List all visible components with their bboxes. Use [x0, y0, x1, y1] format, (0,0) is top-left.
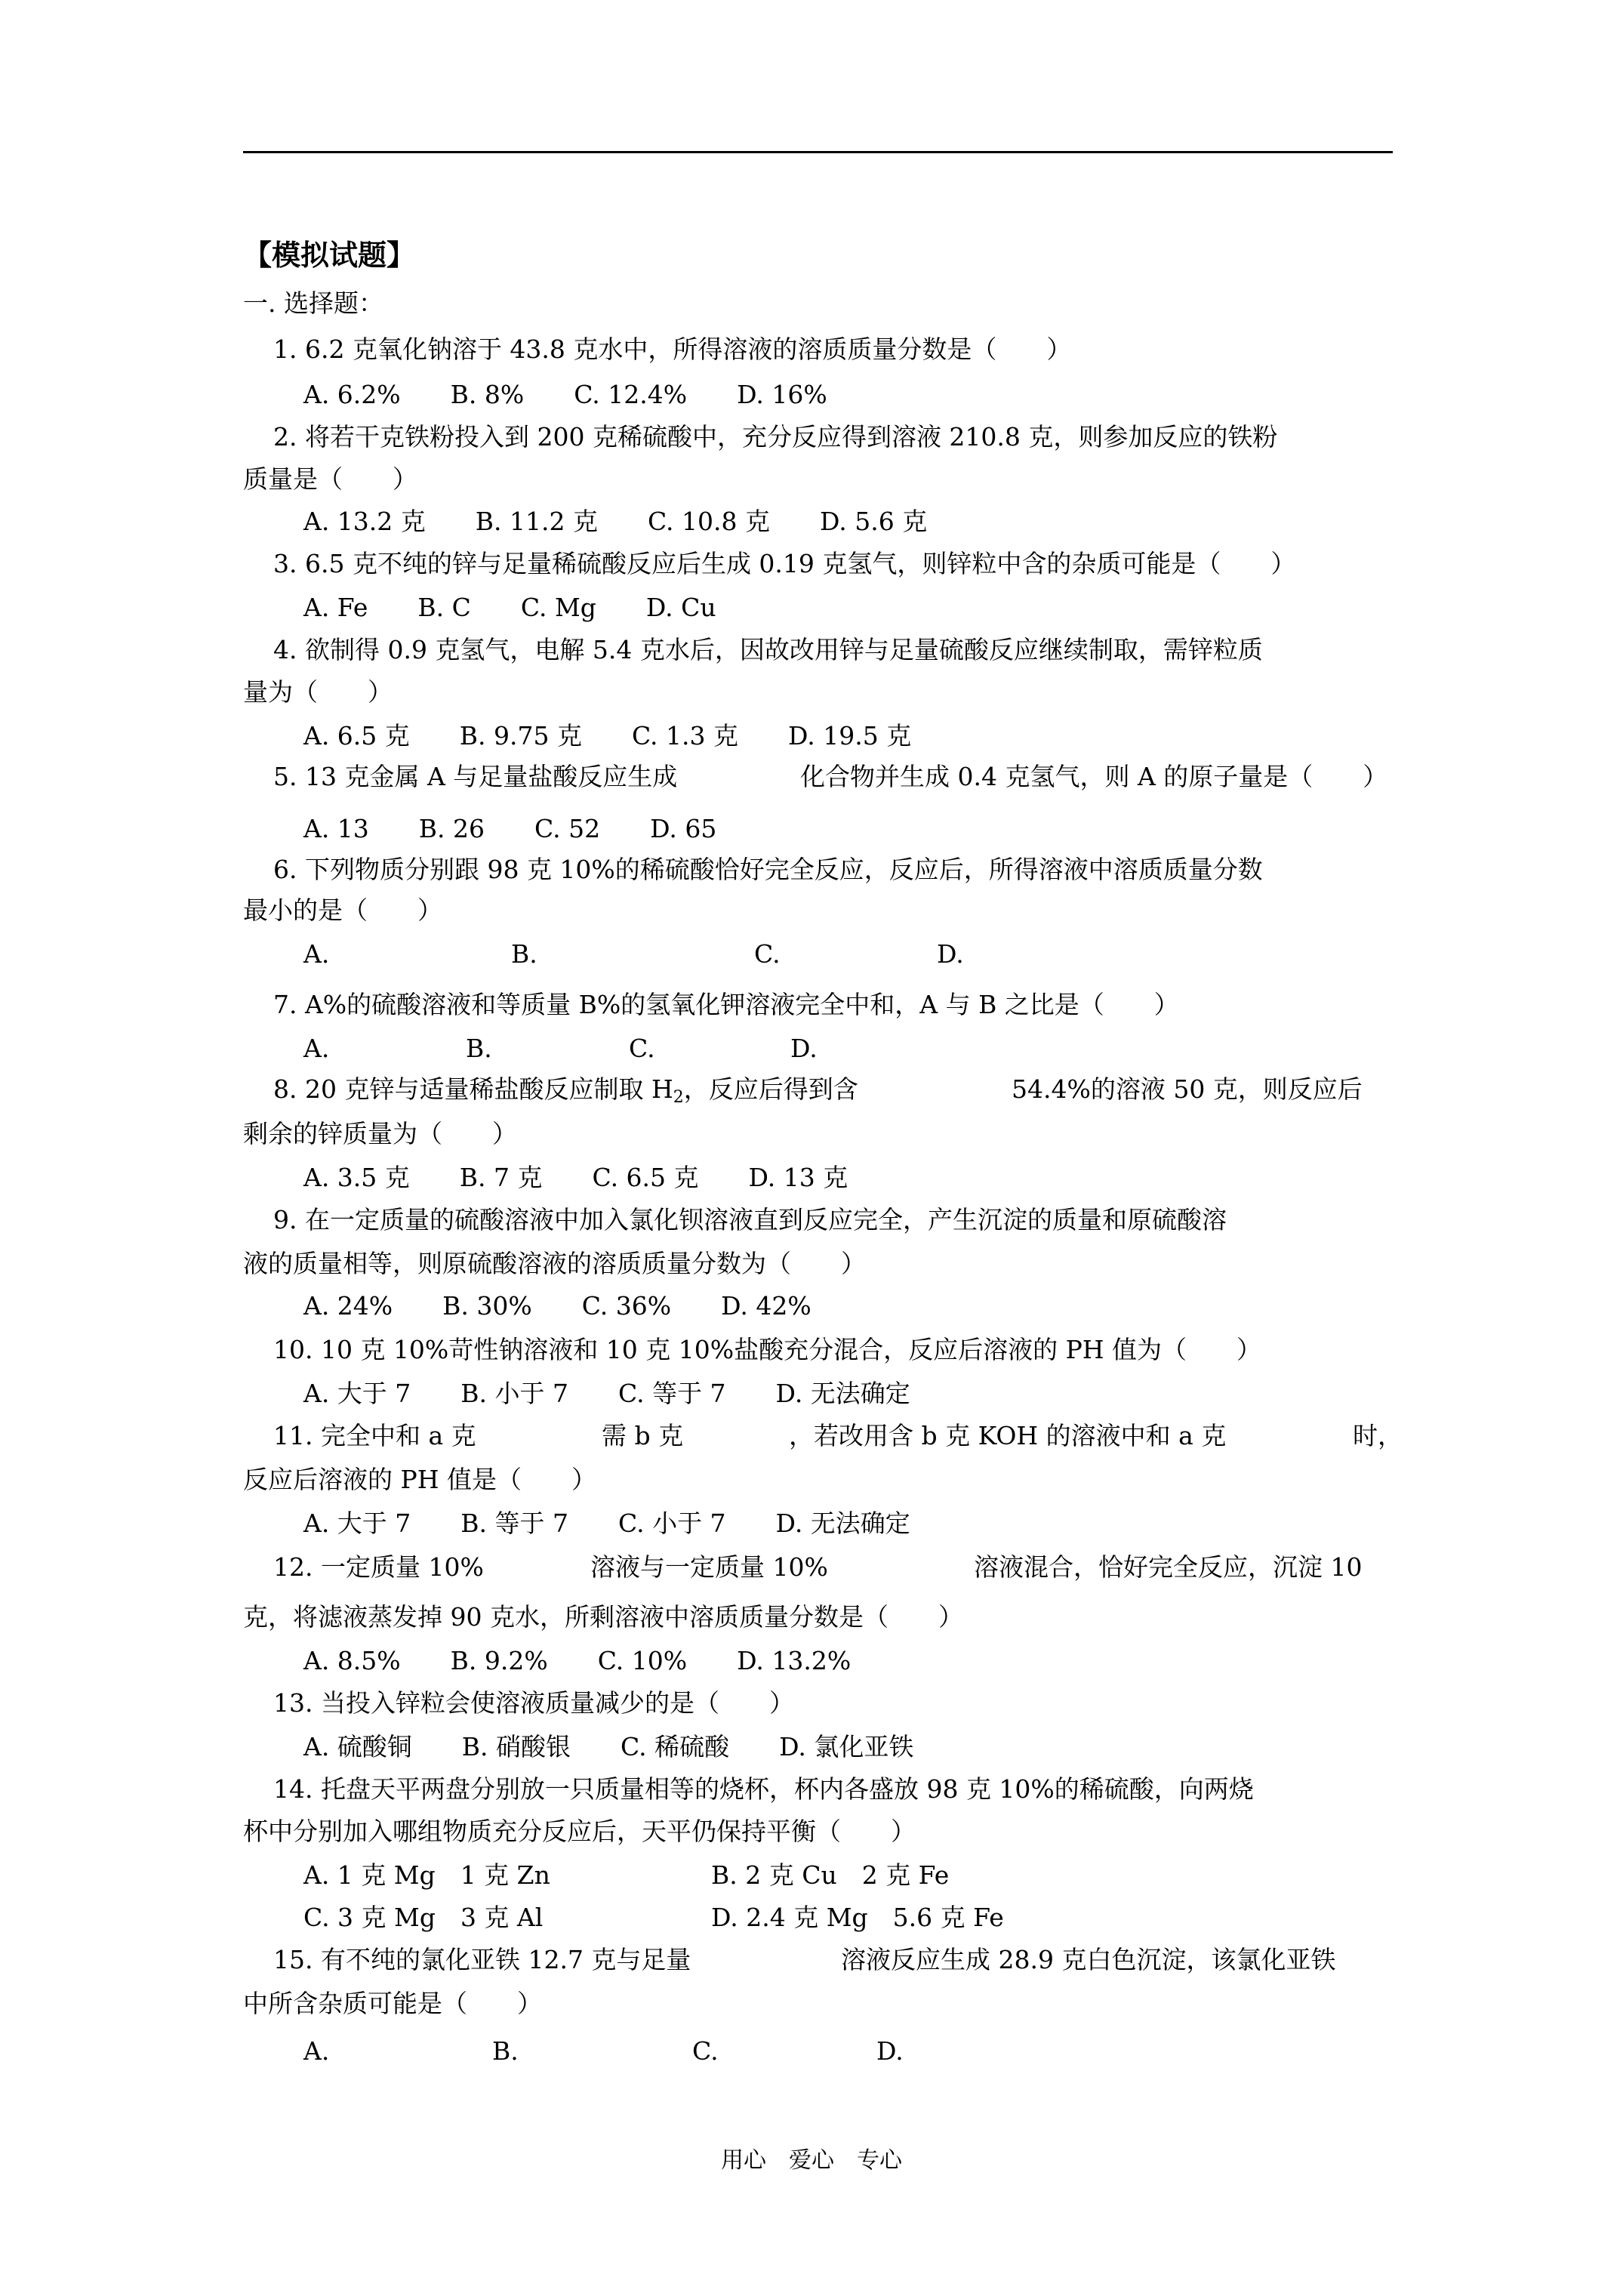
question-14-option-d: D. 2.4 克 Mg 5.6 克 Fe	[711, 1903, 1004, 1932]
question-11-options: A. 大于 7 B. 等于 7 C. 小于 7 D. 无法确定	[303, 1509, 910, 1538]
question-12-options: A. 8.5% B. 9.2% C. 10% D. 13.2%	[303, 1646, 852, 1675]
question-12-stem-part-a: 12. 一定质量 10%	[273, 1552, 484, 1582]
question-1-options: A. 6.2% B. 8% C. 12.4% D. 16%	[303, 380, 827, 409]
question-15-stem-part-b: 溶液反应生成 28.9 克白色沉淀，该氯化亚铁	[841, 1945, 1336, 1974]
question-2-stem: 2. 将若干克铁粉投入到 200 克稀硫酸中，充分反应得到溶液 210.8 克，则参加反应的铁粉	[273, 422, 1278, 451]
question-7-stem: 7. A%的硫酸溶液和等质量 B%的氢氧化钾溶液完全中和，A 与 B 之比是（ ）	[273, 990, 1179, 1019]
question-8-stem-text-b: ，反应后得到含	[683, 1074, 858, 1104]
question-14-stem: 14. 托盘天平两盘分别放一只质量相等的烧杯，杯内各盛放 98 克 10%的稀硫酸，向两烧	[273, 1774, 1254, 1804]
question-7-option-a: A.	[303, 1034, 330, 1063]
part-heading: 一. 选择题：	[243, 288, 383, 318]
question-14-stem-cont: 杯中分别加入哪组物质充分反应后，天平仍保持平衡（ ）	[243, 1817, 916, 1846]
question-9-options: A. 24% B. 30% C. 36% D. 42%	[303, 1291, 812, 1321]
question-11-stem-part-b: 需 b 克	[602, 1421, 684, 1450]
header-rule	[243, 151, 1393, 153]
question-11-stem-part-a: 11. 完全中和 a 克	[273, 1421, 476, 1450]
question-15-option-d: D.	[876, 2036, 904, 2066]
question-11-stem-part-c: ，若改用含 b 克 KOH 的溶液中和 a 克	[789, 1421, 1227, 1450]
question-6-option-b: B.	[511, 939, 537, 969]
question-12-stem-part-b: 溶液与一定质量 10%	[590, 1552, 828, 1582]
question-7-option-b: B.	[466, 1034, 492, 1063]
question-15-stem-part-a: 15. 有不纯的氯化亚铁 12.7 克与足量	[273, 1945, 691, 1974]
page-footer: 用心 爱心 专心	[721, 2147, 902, 2174]
question-4-stem-cont: 量为（ ）	[243, 677, 393, 707]
question-15-option-c: C.	[692, 2036, 719, 2066]
question-1-stem: 1. 6.2 克氧化钠溶于 43.8 克水中，所得溶液的溶质质量分数是（ ）	[273, 334, 1072, 364]
question-5-options: A. 13 B. 26 C. 52 D. 65	[303, 814, 717, 843]
question-6-stem: 6. 下列物质分别跟 98 克 10%的稀硫酸恰好完全反应，反应后，所得溶液中溶质质量分数	[273, 855, 1263, 884]
question-5-stem-part-b: 化合物并生成 0.4 克氢气，则 A 的原子量是（ ）	[800, 762, 1388, 791]
question-4-options: A. 6.5 克 B. 9.75 克 C. 1.3 克 D. 19.5 克	[303, 721, 912, 750]
question-10-options: A. 大于 7 B. 小于 7 C. 等于 7 D. 无法确定	[303, 1379, 910, 1408]
question-8-stem-part-c: 54.4%的溶液 50 克，则反应后	[1012, 1074, 1363, 1104]
question-2-stem-cont: 质量是（ ）	[243, 464, 417, 494]
question-14-option-a: A. 1 克 Mg 1 克 Zn	[303, 1860, 550, 1890]
question-6-stem-cont: 最小的是（ ）	[243, 895, 442, 925]
question-13-stem: 13. 当投入锌粒会使溶液质量减少的是（ ）	[273, 1688, 794, 1718]
question-12-stem-part-c: 溶液混合，恰好完全反应，沉淀 10	[974, 1552, 1363, 1582]
question-15-stem-cont: 中所含杂质可能是（ ）	[243, 1989, 542, 2018]
question-3-options: A. Fe B. C C. Mg D. Cu	[303, 593, 716, 622]
subscript-2: 2	[673, 1088, 684, 1107]
question-11-stem-cont: 反应后溶液的 PH 值是（ ）	[243, 1465, 596, 1494]
question-6-option-c: C.	[754, 939, 781, 969]
question-9-stem-cont: 液的质量相等，则原硫酸溶液的溶质质量分数为（ ）	[243, 1249, 866, 1278]
question-10-stem: 10. 10 克 10%苛性钠溶液和 10 克 10%盐酸充分混合，反应后溶液的 PH 值为（ ）	[273, 1335, 1262, 1364]
question-5-stem-part-a: 5. 13 克金属 A 与足量盐酸反应生成	[273, 762, 678, 791]
section-title: 【模拟试题】	[243, 238, 416, 272]
question-15-option-a: A.	[303, 2036, 330, 2066]
question-6-option-d: D.	[937, 939, 964, 969]
question-8-options: A. 3.5 克 B. 7 克 C. 6.5 克 D. 13 克	[303, 1163, 848, 1192]
question-7-option-c: C.	[629, 1034, 655, 1063]
question-9-stem: 9. 在一定质量的硫酸溶液中加入氯化钡溶液直到反应完全，产生沉淀的质量和原硫酸溶	[273, 1205, 1227, 1234]
question-14-option-c: C. 3 克 Mg 3 克 Al	[303, 1903, 544, 1932]
question-4-stem: 4. 欲制得 0.9 克氢气，电解 5.4 克水后，因故改用锌与足量硫酸反应继续制取，需锌粒质	[273, 635, 1263, 664]
question-14-option-b: B. 2 克 Cu 2 克 Fe	[711, 1860, 950, 1890]
question-3-stem: 3. 6.5 克不纯的锌与足量稀硫酸反应后生成 0.19 克氢气，则锌粒中含的杂质可能是（ ）	[273, 549, 1296, 578]
question-15-option-b: B.	[492, 2036, 519, 2066]
question-8-stem-text: 8. 20 克锌与适量稀盐酸反应制取 H	[273, 1074, 673, 1104]
question-7-option-d: D.	[790, 1034, 818, 1063]
question-8-stem-cont: 剩余的锌质量为（ ）	[243, 1119, 517, 1148]
question-6-option-a: A.	[303, 939, 330, 969]
question-8-stem-part-a	[273, 1074, 858, 1105]
question-12-stem-cont: 克，将滤液蒸发掉 90 克水，所剩溶液中溶质质量分数是（ ）	[243, 1602, 963, 1632]
question-13-options: A. 硫酸铜 B. 硝酸银 C. 稀硫酸 D. 氯化亚铁	[303, 1732, 914, 1761]
question-2-options: A. 13.2 克 B. 11.2 克 C. 10.8 克 D. 5.6 克	[303, 507, 928, 536]
question-11-stem-part-d: 时，	[1353, 1421, 1403, 1450]
